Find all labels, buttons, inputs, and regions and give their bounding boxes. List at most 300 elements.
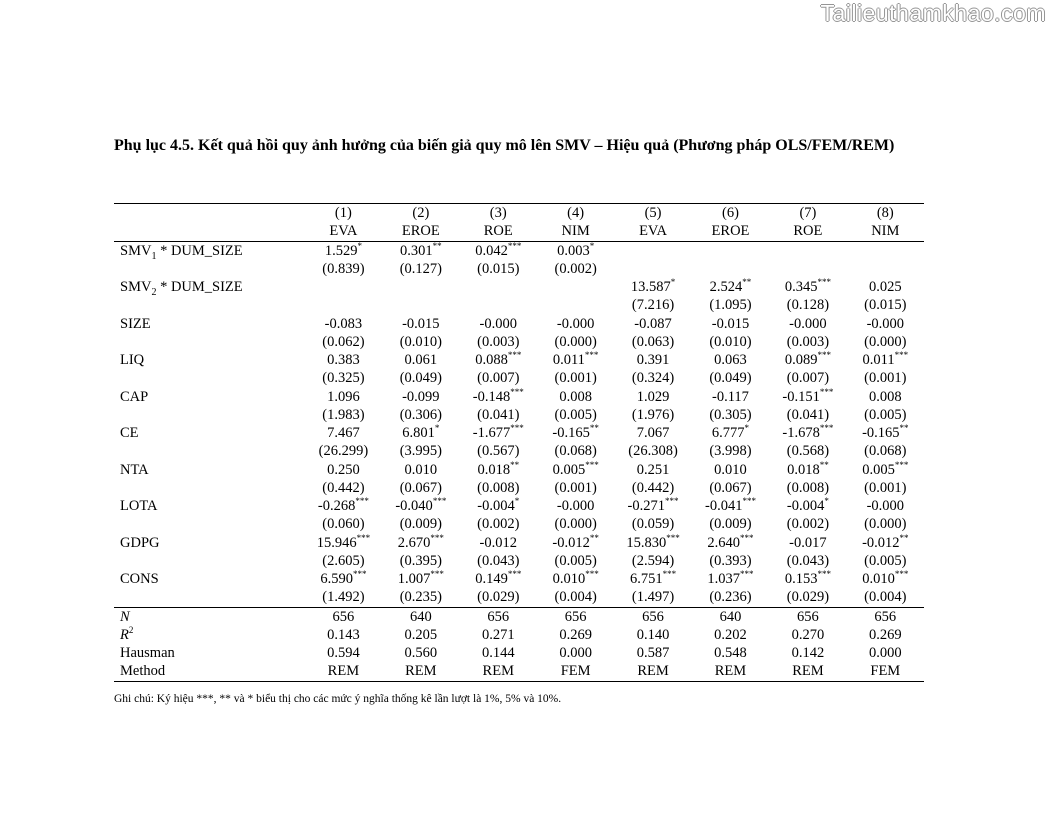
table-row bbox=[114, 479, 924, 497]
coefficient-cell: -0.004* bbox=[477, 496, 520, 514]
standard-error-cell: (0.128) bbox=[786, 297, 830, 314]
standard-error-cell: (0.442) bbox=[322, 479, 365, 496]
coefficient-cell: -0.268*** bbox=[317, 496, 369, 514]
standard-error-cell: (0.010) bbox=[399, 333, 442, 350]
standard-error-cell bbox=[769, 260, 846, 278]
coefficient-cell: -1.678*** bbox=[782, 423, 834, 441]
coefficient-cell: 13.587* bbox=[630, 277, 676, 295]
coefficient-cell: -0.041*** bbox=[704, 496, 756, 514]
coefficient-cell: 2.524** bbox=[709, 277, 752, 295]
coefficient-cell: -0.040*** bbox=[395, 496, 447, 514]
significance-stars: *** bbox=[894, 459, 909, 470]
standard-error-cell: (0.007) bbox=[786, 370, 830, 387]
table-row bbox=[114, 204, 924, 223]
coefficient-cell: -0.148*** bbox=[472, 386, 524, 405]
standard-error-cell: (0.001) bbox=[864, 479, 907, 496]
significance-stars: *** bbox=[510, 423, 524, 434]
statistic-value: 0.269 bbox=[559, 626, 592, 643]
statistic-value: 0.560 bbox=[404, 645, 438, 661]
standard-error-cell bbox=[382, 296, 459, 314]
table-row bbox=[114, 607, 924, 626]
significance-stars: ** bbox=[589, 423, 599, 434]
coefficient-cell: 1.029 bbox=[636, 388, 670, 405]
variable-label: NTA bbox=[120, 461, 149, 478]
statistic-value: REM bbox=[769, 662, 846, 681]
coefficient-cell: 0.005*** bbox=[862, 459, 909, 478]
standard-error-cell: (1.497) bbox=[631, 589, 675, 606]
statistic-value: 656 bbox=[847, 607, 924, 626]
coefficient-cell: -0.000 bbox=[866, 498, 905, 514]
coefficient-cell bbox=[382, 278, 459, 296]
coefficient-cell: -0.012** bbox=[552, 532, 599, 551]
label-blank bbox=[114, 333, 305, 351]
standard-error-cell: (1.983) bbox=[322, 406, 365, 423]
standard-error-cell: (0.008) bbox=[786, 479, 830, 496]
statistic-value: 656 bbox=[614, 607, 691, 626]
standard-error-cell: (0.043) bbox=[786, 552, 830, 569]
variable-label: LOTA bbox=[120, 498, 158, 514]
column-number: (8) bbox=[847, 204, 924, 223]
label-blank bbox=[114, 406, 305, 424]
significance-stars: *** bbox=[819, 386, 834, 397]
table-row bbox=[114, 333, 924, 351]
statistic-label: Method bbox=[114, 662, 305, 681]
statistic-value: REM bbox=[614, 662, 691, 681]
significance-stars: *** bbox=[817, 350, 831, 361]
coefficient-cell: -0.099 bbox=[402, 388, 440, 405]
coefficient-cell: 6.751*** bbox=[629, 569, 677, 587]
coefficient-cell: 6.801* bbox=[402, 423, 440, 441]
column-number: (7) bbox=[769, 204, 846, 223]
significance-stars: *** bbox=[894, 569, 909, 580]
significance-stars: ** bbox=[432, 240, 442, 251]
statistic-value: 0.143 bbox=[327, 626, 360, 643]
coefficient-cell: -0.000 bbox=[479, 315, 517, 332]
standard-error-cell: (0.043) bbox=[477, 552, 520, 569]
statistic-value: 0.202 bbox=[714, 626, 747, 643]
table-row bbox=[114, 442, 924, 460]
column-dependent-variable: NIM bbox=[537, 222, 614, 241]
coefficient-cell: 0.149*** bbox=[475, 569, 522, 587]
standard-error-cell: (1.976) bbox=[631, 406, 675, 423]
table-row bbox=[114, 515, 924, 533]
label-blank bbox=[114, 588, 305, 607]
significance-stars: *** bbox=[507, 569, 522, 580]
coefficient-cell: -0.000 bbox=[866, 315, 905, 332]
significance-stars: *** bbox=[356, 532, 371, 543]
significance-stars: * bbox=[744, 423, 750, 434]
column-dependent-variable: ROE bbox=[460, 222, 537, 241]
standard-error-cell: (0.029) bbox=[477, 589, 520, 606]
coefficient-cell: -0.117 bbox=[712, 388, 749, 405]
variable-label: CAP bbox=[120, 388, 149, 405]
standard-error-cell: (0.324) bbox=[631, 370, 675, 387]
table-row bbox=[114, 406, 924, 424]
label-blank bbox=[114, 369, 305, 387]
coefficient-cell: -0.004* bbox=[786, 496, 829, 514]
standard-error-cell: (0.008) bbox=[477, 479, 520, 496]
statistic-value: FEM bbox=[537, 662, 614, 681]
coefficient-cell: 1.096 bbox=[327, 388, 360, 405]
table-row bbox=[114, 644, 924, 662]
standard-error-cell: (0.015) bbox=[864, 297, 907, 314]
standard-error-cell: (0.235) bbox=[399, 589, 442, 606]
standard-error-cell bbox=[460, 296, 537, 314]
column-number: (3) bbox=[460, 204, 537, 223]
standard-error-cell: (0.000) bbox=[864, 516, 907, 533]
coefficient-cell: 15.946*** bbox=[316, 532, 371, 551]
label-blank bbox=[114, 442, 305, 460]
statistic-value: 0.271 bbox=[481, 626, 515, 643]
variable-label: $SMV_1$ * DUM_SIZE bbox=[120, 242, 243, 262]
standard-error-cell bbox=[847, 260, 924, 278]
statistic-value: FEM bbox=[847, 662, 924, 681]
statistic-label: Hausman bbox=[120, 645, 175, 661]
standard-error-cell: (0.029) bbox=[786, 589, 830, 606]
standard-error-cell: (0.007) bbox=[477, 370, 520, 387]
significance-stars: *** bbox=[585, 459, 599, 470]
coefficient-cell: 0.010 bbox=[404, 461, 438, 478]
standard-error-cell: (0.005) bbox=[864, 406, 907, 423]
coefficient-cell: -0.083 bbox=[324, 315, 363, 332]
statistic-value: 0.000 bbox=[559, 645, 592, 661]
column-dependent-variable: ROE bbox=[769, 222, 846, 241]
significance-stars: *** bbox=[817, 569, 831, 580]
standard-error-cell: (0.002) bbox=[786, 516, 830, 533]
standard-error-cell: (0.000) bbox=[554, 516, 597, 533]
standard-error-cell: (1.095) bbox=[709, 297, 752, 314]
significance-stars: * bbox=[357, 240, 362, 251]
column-number: (6) bbox=[692, 204, 769, 223]
statistic-value: 656 bbox=[305, 607, 382, 626]
coefficient-cell bbox=[847, 241, 924, 260]
significance-stars: *** bbox=[740, 532, 754, 543]
coefficient-cell: 1.037*** bbox=[707, 569, 754, 587]
significance-stars: ** bbox=[742, 277, 752, 288]
coefficient-cell: -0.151*** bbox=[782, 386, 834, 405]
coefficient-cell: 0.003* bbox=[557, 240, 595, 259]
coefficient-cell: 0.011*** bbox=[862, 350, 909, 368]
standard-error-cell: (0.062) bbox=[322, 333, 365, 350]
coefficient-cell: 0.010 bbox=[714, 461, 747, 478]
significance-stars: ** bbox=[899, 423, 909, 434]
coefficient-cell: 15.830*** bbox=[626, 532, 680, 551]
coefficient-cell: -0.000 bbox=[556, 498, 595, 514]
standard-error-cell: (3.998) bbox=[709, 443, 752, 460]
coefficient-cell bbox=[614, 241, 691, 260]
statistic-value: 0.205 bbox=[404, 626, 438, 643]
significance-stars: *** bbox=[894, 350, 909, 361]
standard-error-cell: (0.049) bbox=[709, 370, 752, 387]
coefficient-cell: 0.061 bbox=[404, 352, 438, 368]
coefficient-cell: 0.011*** bbox=[552, 350, 599, 368]
variable-label: CONS bbox=[120, 571, 159, 587]
coefficient-cell: -0.271*** bbox=[627, 496, 679, 514]
statistic-value: REM bbox=[692, 662, 769, 681]
table-row bbox=[114, 296, 924, 314]
standard-error-cell: (3.995) bbox=[399, 443, 442, 460]
variable-label: SIZE bbox=[120, 315, 151, 332]
coefficient-cell: -0.015 bbox=[402, 315, 440, 332]
coefficient-cell: 0.088*** bbox=[475, 350, 522, 368]
significance-stars: *** bbox=[666, 532, 680, 543]
statistic-value: 0.548 bbox=[714, 645, 747, 661]
coefficient-cell: -1.677*** bbox=[472, 423, 524, 441]
significance-stars: *** bbox=[740, 569, 754, 580]
column-number: (4) bbox=[537, 204, 614, 223]
table-row bbox=[114, 424, 924, 442]
significance-stars: *** bbox=[510, 386, 524, 397]
column-dependent-variable: EROE bbox=[382, 222, 459, 241]
coefficient-cell: 0.345*** bbox=[784, 277, 831, 295]
statistic-value: 640 bbox=[382, 607, 459, 626]
variable-label: LIQ bbox=[120, 352, 145, 368]
standard-error-cell: (0.067) bbox=[399, 479, 442, 496]
standard-error-cell: (0.002) bbox=[554, 260, 597, 277]
coefficient-cell: -0.165** bbox=[552, 423, 599, 441]
table-row bbox=[114, 369, 924, 387]
table-row bbox=[114, 351, 924, 369]
standard-error-cell: (0.442) bbox=[631, 479, 675, 496]
coefficient-cell: 6.590*** bbox=[320, 569, 367, 587]
coefficient-cell: -0.012 bbox=[479, 534, 517, 551]
coefficient-cell: 0.042*** bbox=[475, 240, 522, 259]
label-blank bbox=[114, 552, 305, 570]
coefficient-cell: -0.000 bbox=[789, 315, 827, 332]
significance-stars: *** bbox=[432, 496, 447, 507]
coefficient-cell: 0.153*** bbox=[784, 569, 831, 587]
statistic-label: N bbox=[114, 607, 305, 626]
significance-stars: *** bbox=[819, 423, 834, 434]
header-blank bbox=[114, 204, 305, 223]
column-dependent-variable: EVA bbox=[305, 222, 382, 241]
standard-error-cell: (0.000) bbox=[554, 333, 597, 350]
standard-error-cell: (0.001) bbox=[864, 370, 907, 387]
coefficient-cell bbox=[692, 241, 769, 260]
standard-error-cell: (0.003) bbox=[477, 333, 520, 350]
coefficient-cell: -0.017 bbox=[789, 534, 827, 551]
statistic-value: 656 bbox=[537, 607, 614, 626]
significance-stars: *** bbox=[585, 569, 599, 580]
coefficient-cell: 7.067 bbox=[636, 425, 670, 441]
standard-error-cell: (0.567) bbox=[477, 443, 520, 460]
standard-error-cell: (0.005) bbox=[554, 406, 597, 423]
table-row bbox=[114, 241, 924, 260]
variable-label: GDPG bbox=[120, 534, 160, 551]
standard-error-cell: (0.305) bbox=[709, 406, 752, 423]
coefficient-cell: 0.010*** bbox=[552, 569, 599, 587]
label-blank bbox=[114, 479, 305, 497]
table-row bbox=[114, 626, 924, 644]
statistic-value: REM bbox=[305, 662, 382, 681]
standard-error-cell: (0.009) bbox=[399, 516, 442, 533]
label-blank bbox=[114, 296, 305, 314]
coefficient-cell: 0.008 bbox=[868, 388, 902, 405]
standard-error-cell: (0.067) bbox=[709, 479, 752, 496]
standard-error-cell: (0.004) bbox=[864, 589, 907, 606]
coefficient-cell: 0.010*** bbox=[862, 569, 909, 587]
coefficient-cell: 0.018** bbox=[477, 459, 520, 478]
statistic-value: 0.140 bbox=[636, 626, 670, 643]
coefficient-cell: 0.301** bbox=[400, 240, 442, 259]
coefficient-cell: 0.063 bbox=[714, 352, 747, 368]
statistic-label: $R^2$ bbox=[120, 624, 134, 643]
coefficient-cell: 0.025 bbox=[868, 279, 902, 295]
standard-error-cell: (0.068) bbox=[554, 443, 597, 460]
significance-stars: *** bbox=[430, 569, 444, 580]
table-row bbox=[114, 534, 924, 552]
significance-stars: * bbox=[589, 240, 595, 251]
statistic-value: 0.144 bbox=[481, 645, 515, 661]
table-row bbox=[114, 388, 924, 406]
significance-stars: * bbox=[514, 496, 520, 507]
standard-error-cell: (26.299) bbox=[318, 443, 369, 460]
coefficient-cell: 0.089*** bbox=[784, 350, 831, 368]
standard-error-cell: (0.325) bbox=[322, 370, 365, 387]
statistic-value: 656 bbox=[769, 607, 846, 626]
column-dependent-variable: NIM bbox=[847, 222, 924, 241]
standard-error-cell: (0.127) bbox=[399, 260, 442, 277]
column-dependent-variable: EVA bbox=[614, 222, 691, 241]
coefficient-cell: -0.015 bbox=[711, 315, 750, 332]
significance-stars: *** bbox=[742, 496, 756, 507]
header-blank bbox=[114, 222, 305, 241]
standard-error-cell: (2.594) bbox=[631, 552, 675, 569]
table-row bbox=[114, 662, 924, 681]
standard-error-cell: (0.009) bbox=[709, 516, 752, 533]
standard-error-cell: (0.306) bbox=[399, 406, 442, 423]
coefficient-cell: 2.640*** bbox=[707, 532, 754, 551]
standard-error-cell: (0.063) bbox=[631, 333, 675, 350]
significance-stars: ** bbox=[899, 532, 909, 543]
standard-error-cell bbox=[537, 296, 614, 314]
standard-error-cell bbox=[692, 260, 769, 278]
statistic-value: 656 bbox=[460, 607, 537, 626]
statistic-value: 0.594 bbox=[327, 645, 360, 661]
significance-stars: *** bbox=[584, 350, 599, 361]
statistic-value: 640 bbox=[692, 607, 769, 626]
significance-stars: * bbox=[824, 496, 829, 507]
table-row bbox=[114, 570, 924, 588]
table-row bbox=[114, 278, 924, 296]
significance-stars: * bbox=[670, 277, 676, 288]
standard-error-cell: (0.001) bbox=[554, 479, 597, 496]
standard-error-cell: (0.060) bbox=[322, 516, 365, 533]
coefficient-cell: -0.087 bbox=[634, 315, 672, 332]
coefficient-cell bbox=[537, 278, 614, 296]
variable-label: $SMV_2$ * DUM_SIZE bbox=[120, 279, 243, 298]
statistic-value: 0.142 bbox=[791, 645, 825, 661]
coefficient-cell: 0.250 bbox=[327, 461, 360, 478]
significance-stars: *** bbox=[507, 350, 522, 361]
footnote: Ghi chú: Ký hiệu ***, ** và * biểu thị cho các mức ý nghĩa thống kê lần lượt là 1%, 5% và 10%. bbox=[114, 693, 562, 705]
standard-error-cell: (0.236) bbox=[709, 589, 752, 606]
standard-error-cell bbox=[614, 260, 691, 278]
statistic-value: 0.270 bbox=[791, 626, 825, 643]
standard-error-cell: (0.059) bbox=[631, 516, 675, 533]
standard-error-cell: (0.001) bbox=[554, 370, 597, 387]
table-row bbox=[114, 260, 924, 278]
standard-error-cell: (26.308) bbox=[628, 443, 678, 460]
label-blank bbox=[114, 515, 305, 533]
standard-error-cell: (0.004) bbox=[554, 589, 597, 606]
coefficient-cell: 0.383 bbox=[327, 352, 360, 368]
statistic-value: 0.000 bbox=[868, 645, 902, 661]
coefficient-cell: 0.008 bbox=[559, 388, 592, 405]
standard-error-cell: (0.041) bbox=[477, 406, 520, 423]
coefficient-cell: 0.251 bbox=[636, 461, 670, 478]
standard-error-cell: (0.005) bbox=[864, 552, 907, 569]
standard-error-cell: (0.003) bbox=[786, 333, 830, 350]
standard-error-cell bbox=[305, 296, 382, 314]
significance-stars: *** bbox=[662, 569, 677, 580]
statistic-value: REM bbox=[460, 662, 537, 681]
standard-error-cell: (7.216) bbox=[631, 297, 675, 314]
coefficient-cell bbox=[460, 278, 537, 296]
standard-error-cell: (0.015) bbox=[477, 260, 520, 277]
standard-error-cell: (0.393) bbox=[709, 552, 752, 569]
significance-stars: *** bbox=[430, 532, 444, 543]
standard-error-cell: (0.002) bbox=[477, 516, 520, 533]
standard-error-cell: (0.000) bbox=[864, 333, 907, 350]
coefficient-cell: 0.018** bbox=[787, 459, 829, 478]
coefficient-cell: 1.529* bbox=[324, 240, 362, 259]
coefficient-cell: -0.000 bbox=[556, 315, 595, 332]
table-row bbox=[114, 497, 924, 515]
coefficient-cell bbox=[305, 278, 382, 296]
coefficient-cell: 1.007*** bbox=[397, 569, 444, 587]
table-row bbox=[114, 552, 924, 570]
standard-error-cell: (0.005) bbox=[554, 552, 597, 569]
coefficient-cell: -0.012** bbox=[862, 532, 909, 551]
watermark: Tailieuthamkhao.com bbox=[820, 0, 1046, 26]
standard-error-cell: (0.010) bbox=[709, 333, 752, 350]
column-number: (1) bbox=[305, 204, 382, 223]
significance-stars: *** bbox=[355, 496, 369, 507]
standard-error-cell: (0.049) bbox=[399, 370, 442, 387]
statistic-value: 0.587 bbox=[636, 645, 670, 661]
table-row bbox=[114, 461, 924, 479]
significance-stars: ** bbox=[589, 532, 599, 543]
column-number: (2) bbox=[382, 204, 459, 223]
regression-table bbox=[114, 203, 924, 682]
significance-stars: ** bbox=[819, 459, 829, 470]
statistic-value: 0.269 bbox=[868, 626, 902, 643]
coefficient-cell: 0.005*** bbox=[552, 459, 599, 478]
coefficient-cell: 2.670*** bbox=[397, 532, 444, 551]
coefficient-cell: -0.165** bbox=[862, 423, 909, 441]
column-dependent-variable: EROE bbox=[692, 222, 769, 241]
table-row bbox=[114, 222, 924, 241]
coefficient-cell bbox=[769, 241, 846, 260]
coefficient-cell: 6.777* bbox=[711, 423, 750, 441]
statistic-value: REM bbox=[382, 662, 459, 681]
significance-stars: *** bbox=[507, 240, 522, 251]
column-number: (5) bbox=[614, 204, 691, 223]
table-row bbox=[114, 315, 924, 333]
standard-error-cell: (2.605) bbox=[322, 552, 365, 569]
significance-stars: *** bbox=[352, 569, 367, 580]
coefficient-cell: 7.467 bbox=[327, 425, 360, 441]
standard-error-cell: (0.068) bbox=[864, 443, 907, 460]
coefficient-cell: 0.391 bbox=[636, 352, 670, 368]
standard-error-cell: (0.041) bbox=[786, 406, 830, 423]
significance-stars: * bbox=[434, 423, 440, 434]
table-row bbox=[114, 588, 924, 607]
standard-error-cell: (1.492) bbox=[322, 589, 365, 606]
significance-stars: *** bbox=[665, 496, 679, 507]
significance-stars: ** bbox=[510, 459, 520, 470]
